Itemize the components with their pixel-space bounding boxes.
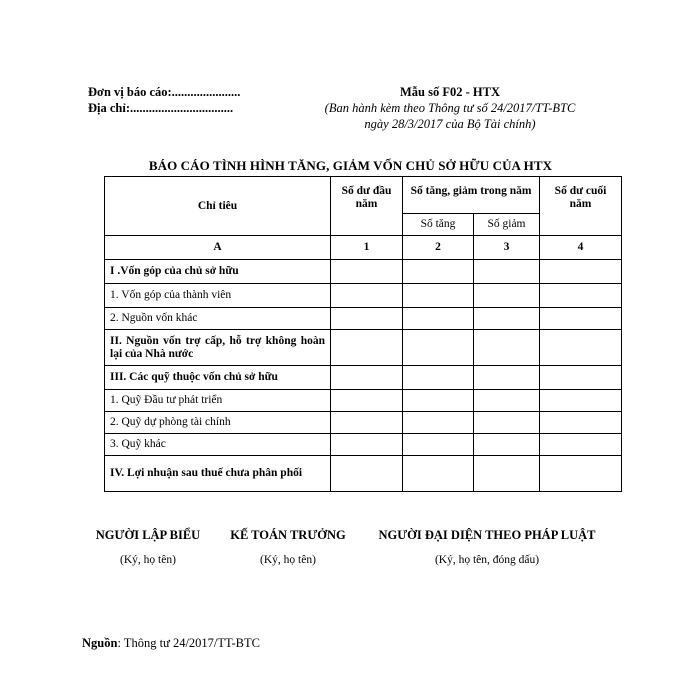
signature-title: NGƯỜI LẬP BIỂU [95, 528, 201, 542]
signature-subtitle: (Ký, họ tên, đóng dấu) [434, 554, 540, 566]
header-closing-balance: Số dư cuối năm [540, 177, 622, 236]
cell-decrease [474, 390, 540, 412]
cell-opening [331, 284, 403, 308]
cell-opening [331, 390, 403, 412]
table-row [105, 390, 622, 412]
cell-increase [403, 390, 474, 412]
cell-decrease [474, 330, 540, 366]
cell-closing [540, 412, 622, 434]
cell-opening [331, 308, 403, 330]
signature-subtitle: (Ký, họ tên) [260, 554, 316, 566]
cell-decrease [474, 366, 540, 390]
table-row [105, 308, 622, 330]
cell-opening [331, 366, 403, 390]
cell-increase [403, 260, 474, 284]
row-label: III. Các quỹ thuộc vốn chủ sở hữu [105, 366, 331, 390]
code-a: A [105, 236, 331, 260]
cell-opening [331, 456, 403, 492]
code-3: 3 [474, 236, 540, 260]
reporting-unit-label: Đơn vị báo cáo: [88, 85, 172, 99]
cell-closing [540, 390, 622, 412]
address-label: Địa chỉ: [88, 101, 131, 115]
cell-opening [331, 330, 403, 366]
cell-closing [540, 456, 622, 492]
cell-decrease [474, 260, 540, 284]
source-label: Nguồn [82, 636, 118, 650]
reporting-unit-dots: ...................... [171, 85, 241, 99]
header-decrease: Số giảm [474, 214, 540, 236]
row-label: 1. Vốn góp của thành viên [105, 284, 331, 308]
table-row [105, 260, 622, 284]
cell-decrease [474, 412, 540, 434]
code-1: 1 [331, 236, 403, 260]
cell-increase [403, 366, 474, 390]
header-opening-balance: Số dư đầu năm [331, 177, 403, 236]
signature-chief-accountant [220, 528, 356, 566]
signature-preparer [86, 528, 210, 566]
code-row [105, 236, 622, 260]
cell-decrease [474, 284, 540, 308]
signature-title: NGƯỜI ĐẠI DIỆN THEO PHÁP LUẬT [378, 528, 596, 542]
issued-by-line2: ngày 28/3/2017 của Bộ Tài chính) [364, 117, 536, 131]
cell-increase [403, 330, 474, 366]
cell-opening [331, 434, 403, 456]
report-title: BÁO CÁO TÌNH HÌNH TĂNG, GIẢM VỐN CHỦ SỞ HỮU CỦA HTX [148, 158, 553, 173]
cell-increase [403, 434, 474, 456]
row-label: 2. Nguồn vốn khác [105, 308, 331, 330]
code-2: 2 [403, 236, 474, 260]
signature-title: KẾ TOÁN TRƯỞNG [230, 528, 346, 542]
cell-closing [540, 260, 622, 284]
row-label: I .Vốn góp của chủ sở hữu [105, 260, 331, 284]
source-text: : Thông tư 24/2017/TT-BTC [117, 636, 260, 650]
row-label: IV. Lợi nhuận sau thuế chưa phân phối [105, 456, 331, 492]
reporting-unit-line [88, 84, 240, 100]
header-change-in-year: Số tăng, giảm trong năm [403, 177, 540, 214]
issued-by-line1: (Ban hành kèm theo Thông tư số 24/2017/TT-BTC [324, 101, 576, 115]
table-row [105, 330, 622, 366]
table-row [105, 284, 622, 308]
cell-closing [540, 434, 622, 456]
row-label: II. Nguồn vốn trợ cấp, hỗ trợ không hoàn lại của Nhà nước [105, 330, 331, 366]
code-4: 4 [540, 236, 622, 260]
address-line [88, 100, 240, 116]
cell-closing [540, 366, 622, 390]
cell-opening [331, 412, 403, 434]
cell-increase [403, 284, 474, 308]
cell-closing [540, 330, 622, 366]
form-number: Mẫu số F02 - HTX [400, 85, 500, 99]
cell-decrease [474, 434, 540, 456]
table-row [105, 456, 622, 492]
reporting-unit-block [88, 84, 240, 116]
cell-increase [403, 412, 474, 434]
cell-closing [540, 284, 622, 308]
cell-opening [331, 260, 403, 284]
row-label: 3. Quỹ khác [105, 434, 331, 456]
row-label: 2. Quỹ dự phòng tài chính [105, 412, 331, 434]
row-label: 1. Quỹ Đầu tư phát triển [105, 390, 331, 412]
signature-subtitle: (Ký, họ tên) [120, 554, 176, 566]
header-row [105, 177, 622, 214]
equity-change-table [104, 176, 622, 492]
table-row [105, 434, 622, 456]
form-info-block [300, 84, 600, 132]
source-note [82, 636, 260, 651]
cell-decrease [474, 308, 540, 330]
cell-increase [403, 456, 474, 492]
header-increase: Số tăng [403, 214, 474, 236]
table-row [105, 412, 622, 434]
cell-closing [540, 308, 622, 330]
address-dots: ................................. [130, 101, 234, 115]
signature-legal-representative [362, 528, 612, 566]
cell-increase [403, 308, 474, 330]
cell-decrease [474, 456, 540, 492]
table-row [105, 366, 622, 390]
header-criteria: Chỉ tiêu [105, 177, 331, 236]
